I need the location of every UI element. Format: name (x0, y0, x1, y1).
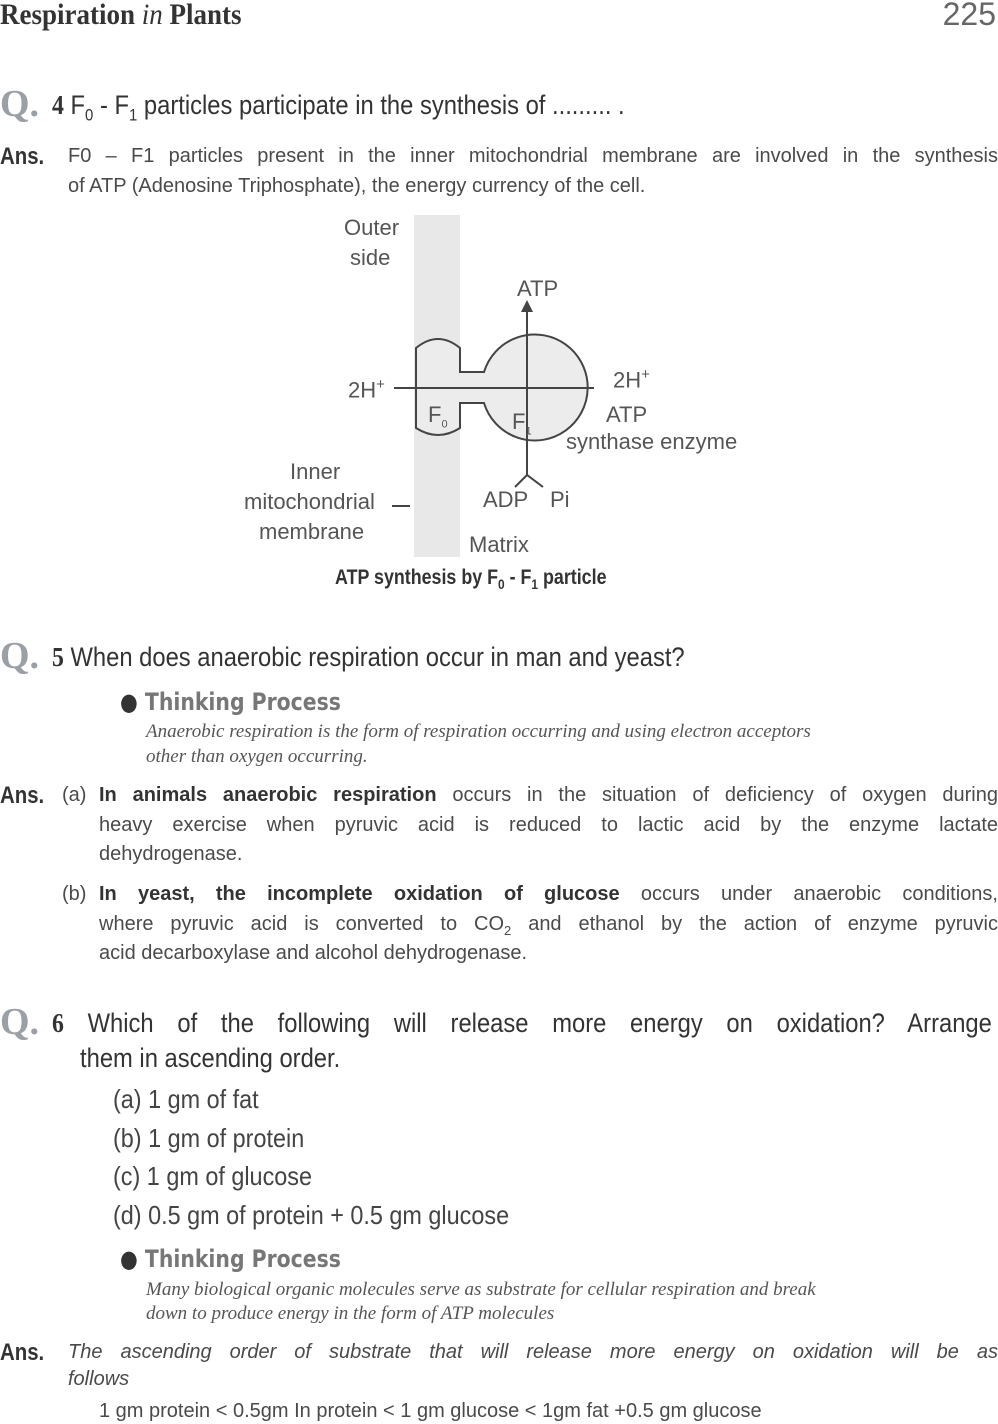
answer-text: The ascending order of substrate that will release more energy on oxidation will be as (68, 1341, 998, 1363)
cap-text: particle (538, 566, 607, 589)
question-marker: Q. (0, 1001, 40, 1043)
text: where pyruvic acid is converted to CO (99, 913, 505, 935)
option (113, 1200, 509, 1231)
item-label: (b) (62, 883, 87, 905)
thinking-text: Anaerobic respiration is the form of respiration occurring and using electron acceptors (146, 721, 811, 742)
question-6 (52, 1008, 992, 1039)
figure-caption (335, 566, 607, 592)
option-text: 1 gm of glucose (146, 1161, 313, 1191)
text: occurs in the situation of deficiency of oxygen during (436, 784, 998, 806)
adp-pi-branch (515, 475, 543, 487)
thinking-text: Many biological organic molecules serve as substrate for cellular respiration and break (146, 1279, 816, 1300)
f-sub: 0 (441, 418, 448, 431)
bold-text: In yeast, the incomplete oxidation of glucose (99, 883, 620, 905)
bulb-icon: ● (120, 688, 138, 716)
answer-text (99, 913, 998, 938)
answer-label: Ans. (0, 1339, 45, 1366)
cap-sub: 0 (498, 576, 505, 593)
q-text: Which of the following will release more energy on oxidation? Arrange (87, 1008, 992, 1038)
option (113, 1161, 312, 1192)
q-text: When does anaerobic respiration occur in man and yeast? (70, 642, 685, 672)
plus: + (641, 366, 650, 383)
option-label: (a) (113, 1084, 142, 1114)
cap-text: ATP synthesis by F (335, 566, 499, 589)
label-inner: Inner (290, 459, 341, 484)
q-text: particles participate in the synthesis of ......... . (137, 90, 625, 120)
sub: 2 (504, 923, 512, 938)
thinking-text: other than oxygen occurring. (146, 746, 368, 767)
answer-text: acid decarboxylase and alcohol dehydrogenase. (99, 942, 528, 964)
question-number: 4 (52, 90, 64, 120)
thinking-process-heading (120, 1245, 341, 1273)
option (113, 1084, 259, 1115)
bulb-icon: ● (120, 1245, 138, 1273)
answer-text: follows (68, 1368, 130, 1390)
tp-label: Thinking Process (144, 1245, 341, 1273)
q-sub: 0 (85, 105, 94, 125)
answer-label: Ans. (0, 143, 45, 170)
option (113, 1123, 304, 1154)
tp-label: Thinking Process (144, 688, 341, 716)
f-text: F (512, 409, 526, 434)
question-5 (52, 642, 685, 673)
label-matrix: Matrix (469, 532, 529, 557)
answer-text: F0 – F1 particles present in the inner mitochondrial membrane are involved in the synthesis (68, 145, 998, 167)
answer-text: of ATP (Adenosine Triphosphate), the energy currency of the cell. (68, 175, 646, 197)
answer-label: Ans. (0, 782, 45, 809)
text: occurs under anaerobic conditions, (619, 883, 998, 905)
question-number: 5 (52, 642, 64, 672)
label-pi: Pi (550, 487, 570, 512)
option-text: 0.5 gm of protein + 0.5 gm glucose (148, 1200, 510, 1230)
thinking-text: down to produce energy in the form of ATP molecules (146, 1303, 555, 1324)
h-text: 2H (348, 377, 377, 403)
question-marker: Q. (0, 635, 40, 677)
label-atp-top: ATP (517, 276, 559, 301)
option-label: (b) (113, 1123, 142, 1153)
answer-text: heavy exercise when pyruvic acid is reduced to lactic acid by the enzyme lactate (99, 814, 998, 836)
question-number: 6 (52, 1008, 64, 1038)
label-mitochondrial: mitochondrial (244, 489, 375, 514)
answer-text (99, 784, 998, 807)
title-part: Plants (162, 0, 242, 31)
q-text: - F (93, 90, 129, 120)
q-sub: 1 (128, 105, 138, 125)
h-text: 2H (613, 367, 642, 393)
q-text: them in ascending order. (80, 1043, 341, 1073)
page-number: 225 (942, 0, 996, 32)
label-side: side (350, 245, 391, 270)
cap-text: - F (504, 566, 532, 589)
title-part: in (141, 0, 163, 31)
thinking-process-heading (120, 688, 341, 716)
label-adp: ADP (483, 487, 529, 512)
item-label: (a) (62, 784, 87, 806)
label-f0 (428, 402, 448, 430)
title-part: Respiration (0, 0, 142, 31)
question-marker: Q. (0, 83, 40, 125)
option-label: (d) (113, 1200, 142, 1230)
answer-text: dehydrogenase. (99, 843, 243, 865)
label-2h-left (348, 376, 385, 403)
label-synthase-enzyme: synthase enzyme (566, 429, 738, 454)
bold-text: In animals anaerobic respiration (99, 784, 437, 806)
label-2h-right (613, 366, 650, 393)
answer-text (99, 883, 998, 906)
text: and ethanol by the action of enzyme pyruvic (511, 913, 998, 935)
f-sub: 1 (525, 425, 532, 438)
label-membrane: membrane (259, 519, 365, 544)
answer-text: 1 gm protein < 0.5gm In protein < 1 gm glucose < 1gm fat +0.5 gm glucose (99, 1400, 762, 1422)
option-label: (c) (113, 1161, 141, 1191)
plus: + (376, 376, 385, 393)
q-text: F (70, 90, 86, 120)
option-text: 1 gm of fat (148, 1084, 259, 1114)
cap-sub: 1 (531, 576, 539, 593)
label-outer: Outer (344, 215, 400, 240)
label-f1 (512, 409, 532, 437)
f-text: F (428, 402, 442, 427)
label-atp-enzyme: ATP (606, 402, 648, 427)
option-text: 1 gm of protein (148, 1123, 305, 1153)
